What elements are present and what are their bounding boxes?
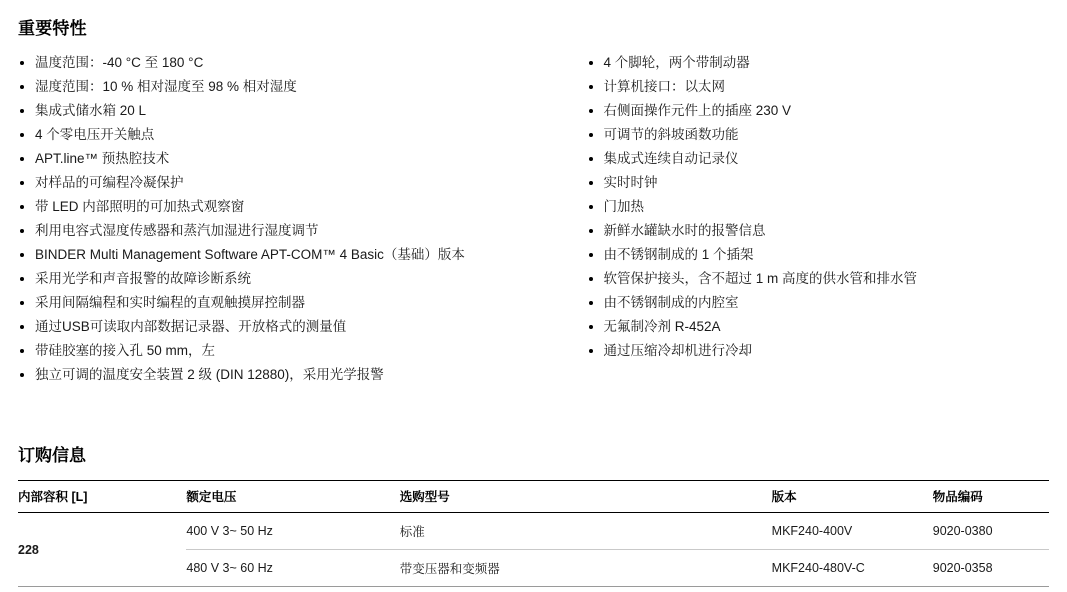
- features-section: [18, 55, 1049, 391]
- list-item: APT.line™ 预热腔技术: [18, 151, 514, 166]
- features-column-right: [534, 55, 1050, 391]
- column-header-volume: 内部容积 [L]: [18, 481, 186, 513]
- list-item: BINDER Multi Management Software APT-COM™ 4 Basic（基础）版本: [18, 247, 514, 262]
- ordering-heading: 订购信息: [18, 446, 86, 465]
- list-item: 由不锈钢制成的 1 个插架: [587, 247, 1050, 262]
- column-header-version: 版本: [772, 481, 933, 513]
- cell-code: 9020-0358: [933, 550, 1049, 587]
- list-item: 带硅胶塞的接入孔 50 mm，左: [18, 343, 514, 358]
- list-item: 对样品的可编程冷凝保护: [18, 175, 514, 190]
- list-item: 温度范围：-40 °C 至 180 °C: [18, 55, 514, 70]
- cell-voltage: 480 V 3~ 60 Hz: [186, 550, 399, 587]
- list-item: 集成式连续自动记录仪: [587, 151, 1050, 166]
- list-item: 实时时钟: [587, 175, 1050, 190]
- table-row: [18, 513, 1049, 550]
- features-list-right: [587, 55, 1050, 358]
- list-item: 采用间隔编程和实时编程的直观触摸屏控制器: [18, 295, 514, 310]
- list-item: 带 LED 内部照明的可加热式观察窗: [18, 199, 514, 214]
- list-item: 由不锈钢制成的内腔室: [587, 295, 1050, 310]
- list-item: 通过压缩冷却机进行冷却: [587, 343, 1050, 358]
- list-item: 计算机接口：以太网: [587, 79, 1050, 94]
- list-item: 湿度范围：10 % 相对湿度至 98 % 相对湿度: [18, 79, 514, 94]
- list-item: 右侧面操作元件上的插座 230 V: [587, 103, 1050, 118]
- column-header-code: 物品编码: [933, 481, 1049, 513]
- list-item: 4 个脚轮，两个带制动器: [587, 55, 1050, 70]
- list-item: 可调节的斜坡函数功能: [587, 127, 1050, 142]
- features-column-left: [18, 55, 534, 391]
- cell-voltage: 400 V 3~ 50 Hz: [186, 513, 399, 550]
- list-item: 通过USB可读取内部数据记录器、开放格式的测量值: [18, 319, 514, 334]
- list-item: 采用光学和声音报警的故障诊断系统: [18, 271, 514, 286]
- list-item: 利用电容式湿度传感器和蒸汽加湿进行湿度调节: [18, 223, 514, 238]
- features-heading: 重要特性: [18, 19, 87, 38]
- list-item: 门加热: [587, 199, 1050, 214]
- table-body: [18, 513, 1049, 587]
- cell-option: 标准: [400, 513, 772, 550]
- features-list-left: [18, 55, 514, 382]
- cell-version: MKF240-480V-C: [772, 550, 933, 587]
- ordering-table: [18, 480, 1049, 587]
- column-header-option: 选购型号: [400, 481, 772, 513]
- list-item: 独立可调的温度安全装置 2 级 (DIN 12880)，采用光学报警: [18, 367, 514, 382]
- table-header: [18, 481, 1049, 513]
- cell-version: MKF240-400V: [772, 513, 933, 550]
- list-item: 无氟制冷剂 R-452A: [587, 319, 1050, 334]
- column-header-voltage: 额定电压: [186, 481, 399, 513]
- list-item: 新鲜水罐缺水时的报警信息: [587, 223, 1050, 238]
- list-item: 软管保护接头，含不超过 1 m 高度的供水管和排水管: [587, 271, 1050, 286]
- cell-code: 9020-0380: [933, 513, 1049, 550]
- table-header-row: [18, 481, 1049, 513]
- list-item: 4 个零电压开关触点: [18, 127, 514, 142]
- list-item: 集成式储水箱 20 L: [18, 103, 514, 118]
- cell-option: 带变压器和变频器: [400, 550, 772, 587]
- cell-volume: 228: [18, 513, 186, 587]
- ordering-section: [18, 441, 1049, 587]
